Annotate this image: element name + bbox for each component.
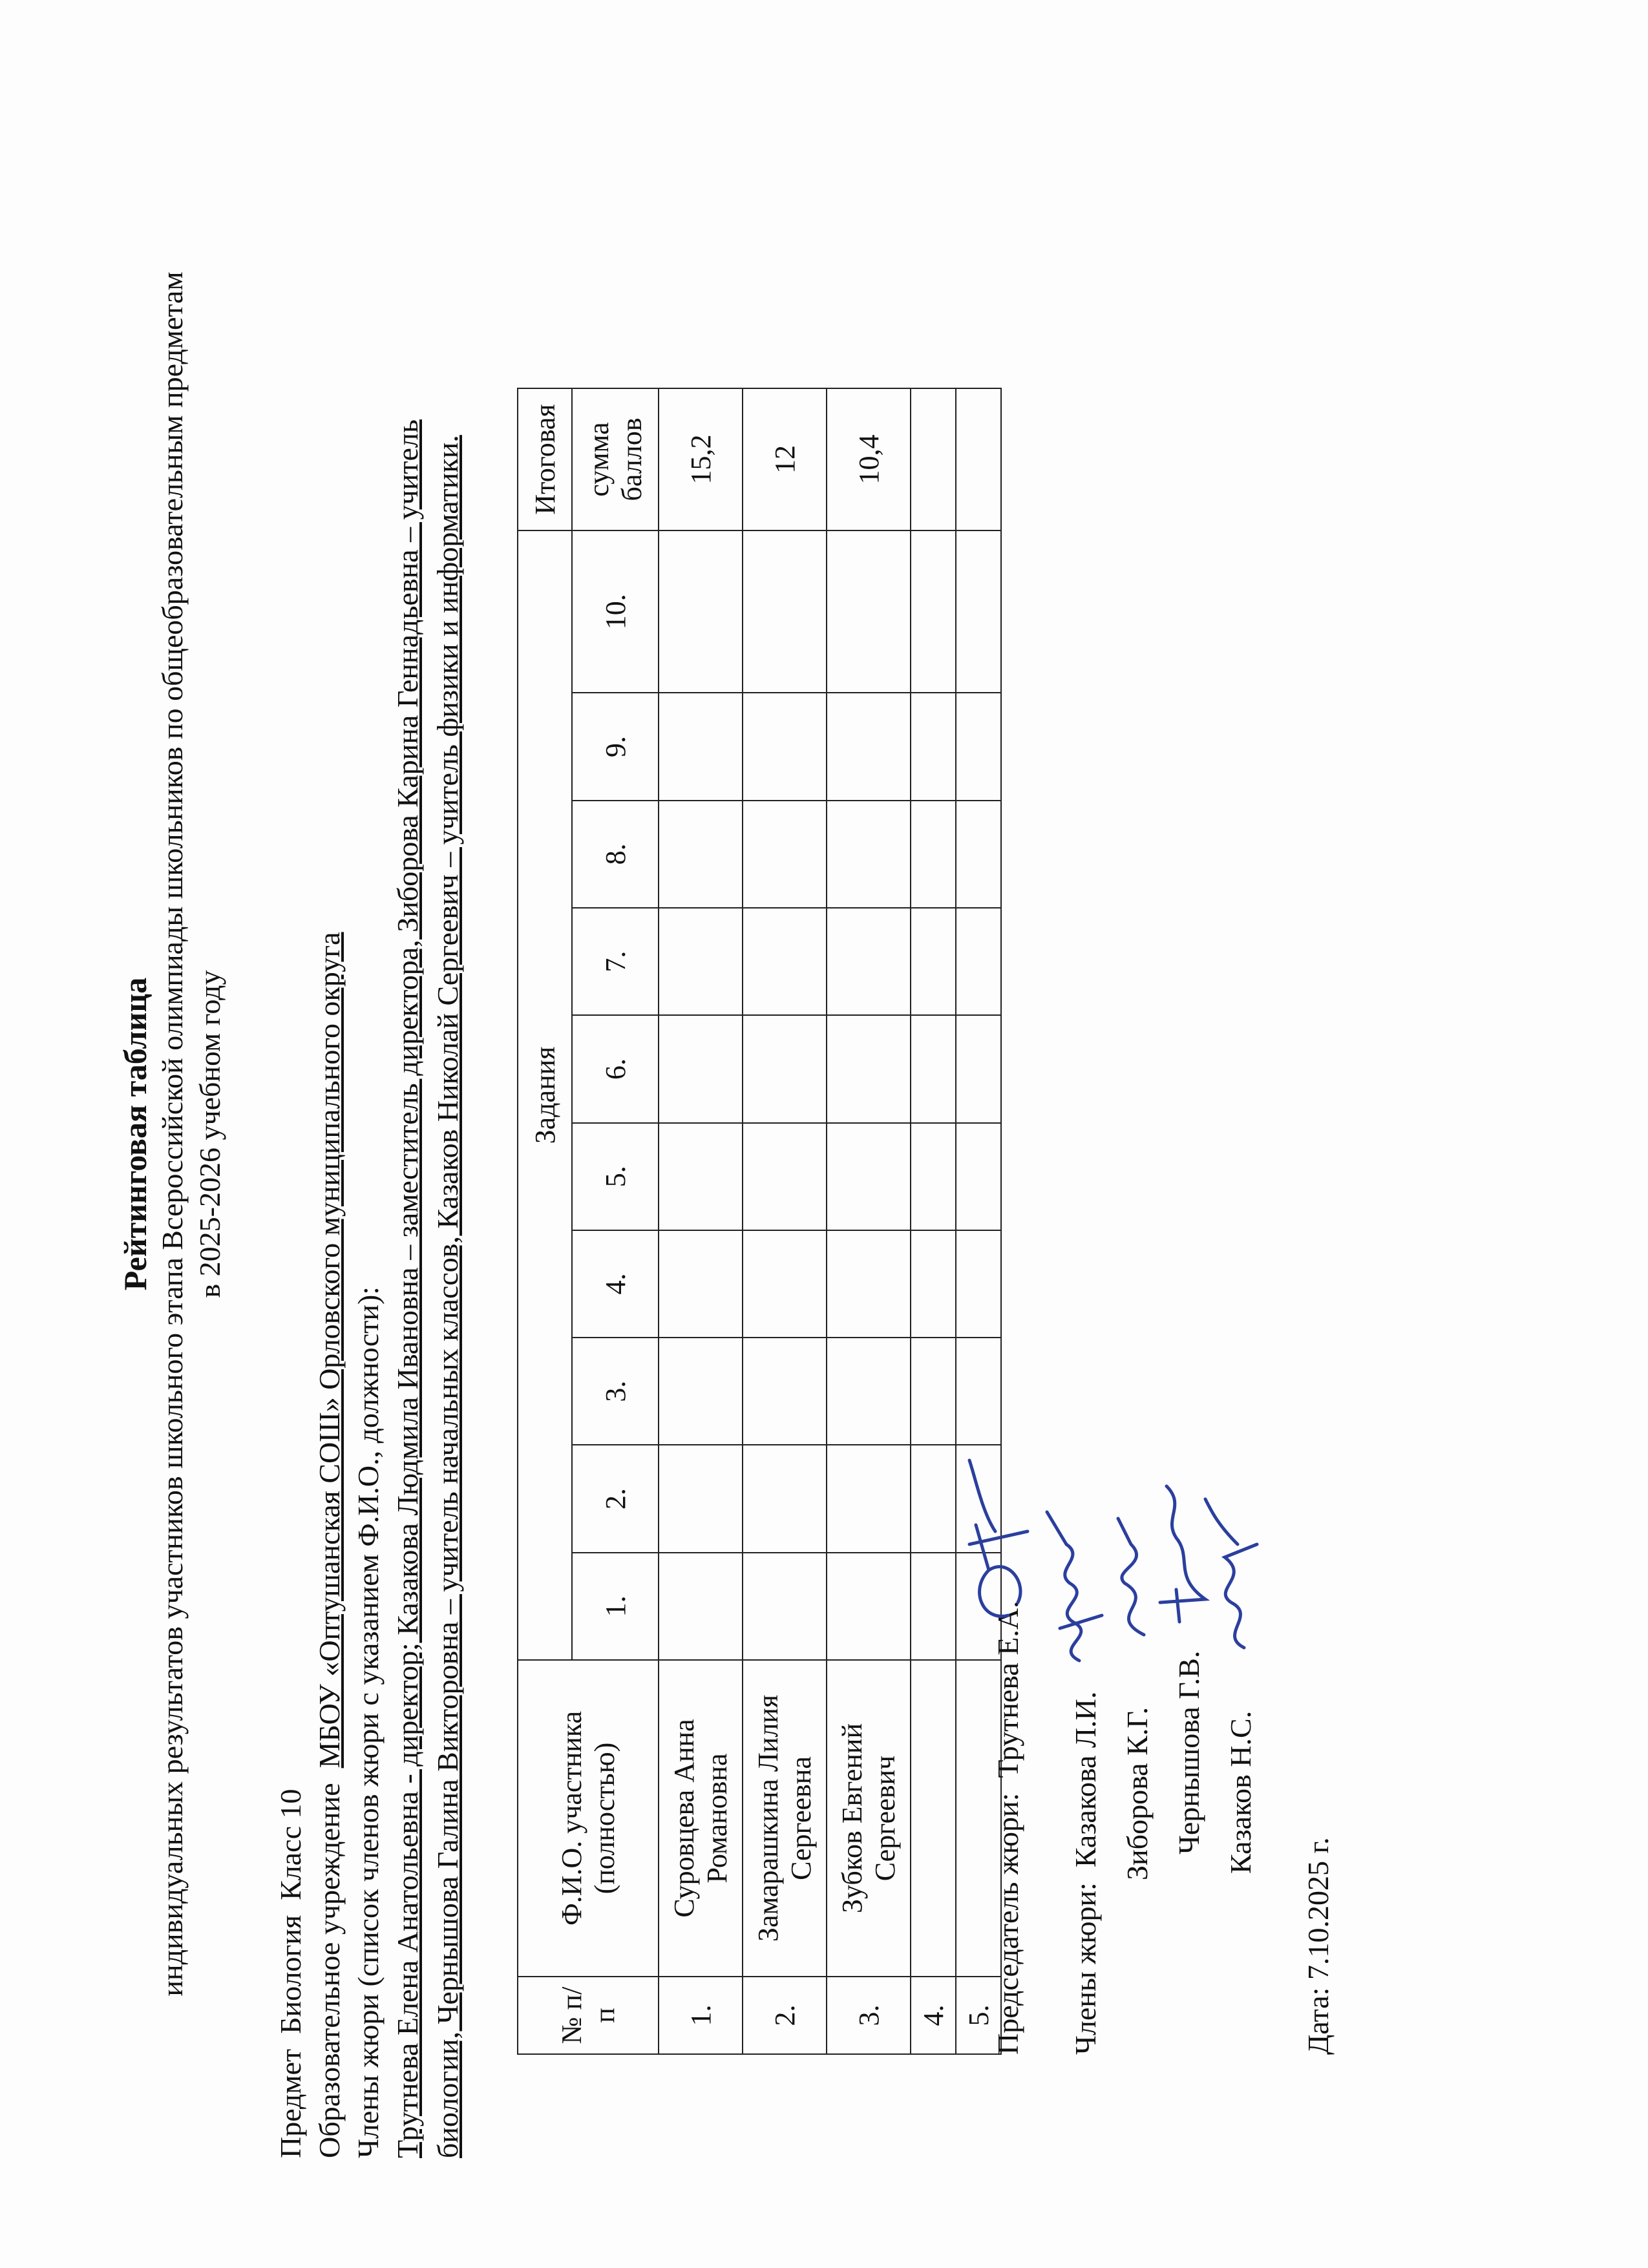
members-row — [1066, 1692, 1105, 2055]
member-name: Казакова Л.И. — [1069, 1691, 1102, 1868]
table-row — [911, 388, 956, 2054]
table-row — [827, 388, 911, 2054]
rating-table — [517, 388, 1002, 2055]
header-total-sub: сумма баллов — [572, 388, 659, 530]
header — [116, 0, 229, 2268]
table-header-row — [518, 388, 572, 2054]
task-9: 9. — [572, 693, 659, 800]
table-row — [659, 388, 743, 2054]
row-total — [956, 388, 1001, 530]
task-5: 5. — [572, 1123, 659, 1230]
class-label: Класс — [274, 1826, 307, 1900]
row-num: 2. — [743, 1977, 827, 2054]
task-2: 2. — [572, 1445, 659, 1552]
jury-line-1: Трутнева Елена Анатольевна - директор; Казакова Людмила Ивановна – заместитель директора, Зиборова Карина Геннадьевна – учитель — [391, 419, 424, 2158]
jury-line-2: биологии, Чернышова Галина Викторовна – учитель начальных классов, Казаков Николай Сергеевич – учитель физики и информатики. — [431, 435, 464, 2158]
row-total — [911, 388, 956, 530]
date-text: Дата: 7.10.2025 г. — [1302, 1837, 1335, 2055]
task-8: 8. — [572, 801, 659, 908]
class-value: 10 — [274, 1789, 307, 1819]
row-total: 15,2 — [659, 388, 743, 530]
member-name: Чернышова Г.В. — [1172, 1650, 1205, 1854]
school-value: МБОУ «Оптушанская СОШ» Орловского муниципального округа — [313, 932, 346, 1769]
row-num: 1. — [659, 1977, 743, 2054]
chair-row — [989, 1601, 1028, 2055]
row-name: Зубков Евгений Сергеевич — [827, 1660, 911, 1977]
doc-year: в 2025-2026 учебном году — [193, 970, 226, 1298]
row-num: 5. — [956, 1977, 1001, 2054]
member-name: Зиборова К.Г. — [1121, 1706, 1154, 1880]
row-num: 4. — [911, 1977, 956, 2054]
header-name: Ф.И.О. участника (полностью) — [518, 1660, 659, 1977]
row-name — [911, 1660, 956, 1977]
school-row — [310, 90, 349, 2158]
row-name: Суровцева Анна Романовна — [659, 1660, 743, 1977]
row-name: Замарашкина Лилия Сергеевна — [743, 1660, 827, 1977]
jury-list — [388, 123, 468, 2158]
task-10: 10. — [572, 530, 659, 693]
row-total: 10,4 — [827, 388, 911, 530]
member-row — [1221, 1711, 1260, 1874]
header-num: № п/п — [518, 1977, 659, 2054]
subject-value: Биология — [274, 1915, 307, 2034]
subject-row — [271, 90, 310, 2158]
subject-label: Предмет — [274, 2048, 307, 2158]
task-3: 3. — [572, 1338, 659, 1445]
doc-title: Рейтинговая таблица — [117, 977, 153, 1291]
meta-block — [271, 90, 388, 2158]
row-num: 3. — [827, 1977, 911, 2054]
jury-label: Члены жюри (список членов жюри с указанием Ф.И.О., должности): — [352, 1286, 385, 2158]
doc-subtitle: индивидуальных результатов участников школьного этапа Всероссийской олимпиады школьников по общеобразовательным предметам — [156, 271, 189, 1997]
member-row — [1118, 1707, 1157, 1880]
date-row — [1299, 1837, 1338, 2055]
task-6: 6. — [572, 1015, 659, 1122]
chair-name: Трутнева Е.А. — [991, 1601, 1024, 1778]
chair-label: Председатель жюри: — [991, 1792, 1024, 2055]
chair-signature-icon — [956, 1447, 1047, 1628]
header-total: Итоговая — [518, 388, 572, 530]
member-row — [1170, 1651, 1209, 1854]
member-name: Казаков Н.С. — [1224, 1710, 1257, 1874]
task-4: 4. — [572, 1230, 659, 1338]
members-label: Члены жюри: — [1069, 1882, 1102, 2055]
table-row — [743, 388, 827, 2054]
task-1: 1. — [572, 1553, 659, 1660]
school-label: Образовательное учреждение — [313, 1783, 346, 2158]
task-7: 7. — [572, 908, 659, 1015]
row-total: 12 — [743, 388, 827, 530]
member-signature-icon — [1199, 1493, 1270, 1654]
header-tasks: Задания — [518, 530, 572, 1660]
